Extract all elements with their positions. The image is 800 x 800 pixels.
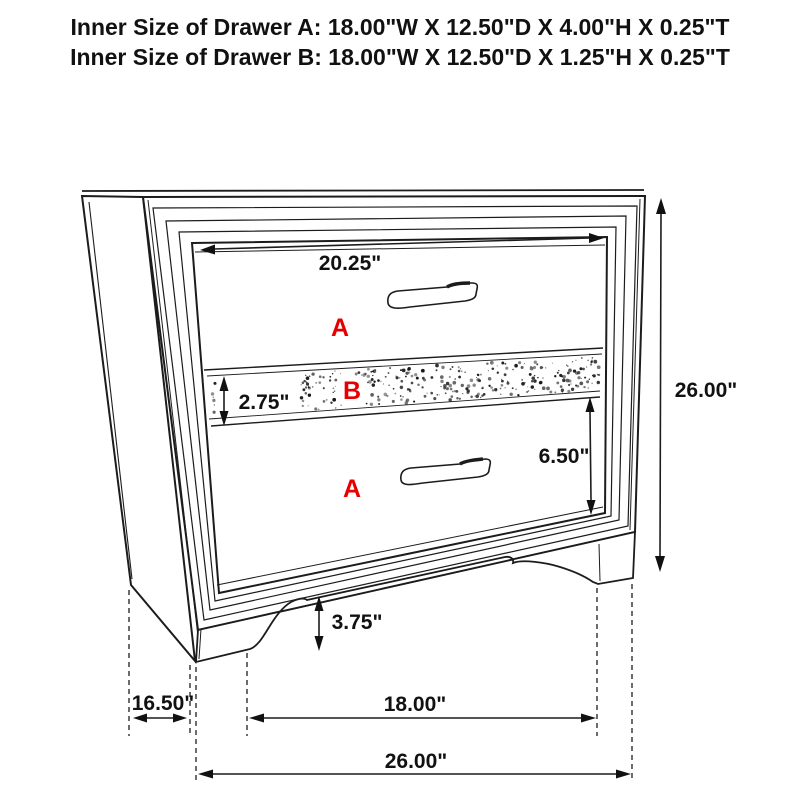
label-overall-height: 26.00" [674, 379, 738, 402]
label-overall-width: 26.00" [384, 750, 448, 773]
dimension-foot-height [315, 596, 383, 651]
dimension-overall-width [198, 750, 631, 779]
label-side-depth: 16.50" [131, 692, 195, 715]
label-foot-height: 3.75" [331, 611, 383, 634]
arrowhead-right [616, 770, 631, 779]
title-line-drawer-a: Inner Size of Drawer A: 18.00"W X 12.50"D X 4.00"H X 0.25"T [70, 14, 730, 40]
arrowhead-bottom [315, 636, 324, 651]
label-feet-span: 18.00" [383, 693, 447, 716]
arrowhead-top [656, 198, 666, 214]
cabinet-top-edge [82, 190, 644, 191]
arrowhead-left [249, 714, 264, 723]
title-line-drawer-b: Inner Size of Drawer B: 18.00"W X 12.50"D X 1.25"H X 0.25"T [70, 44, 730, 70]
drawer-letter-band-b: B [342, 377, 362, 405]
label-lower-drawer-height: 6.50" [538, 445, 590, 468]
dimension-feet-span [249, 693, 596, 723]
arrowhead-bottom [655, 556, 665, 572]
arrowhead-left [198, 770, 213, 779]
drawer-letter-bottom-a: A [342, 475, 362, 503]
dimension-overall-height [655, 198, 737, 572]
label-inner-top-width: 20.25" [318, 252, 382, 275]
dimension-side-depth [132, 692, 195, 723]
label-band-height: 2.75" [238, 391, 290, 414]
drawer-letter-top-a: A [330, 314, 350, 342]
arrowhead-right [581, 714, 596, 723]
